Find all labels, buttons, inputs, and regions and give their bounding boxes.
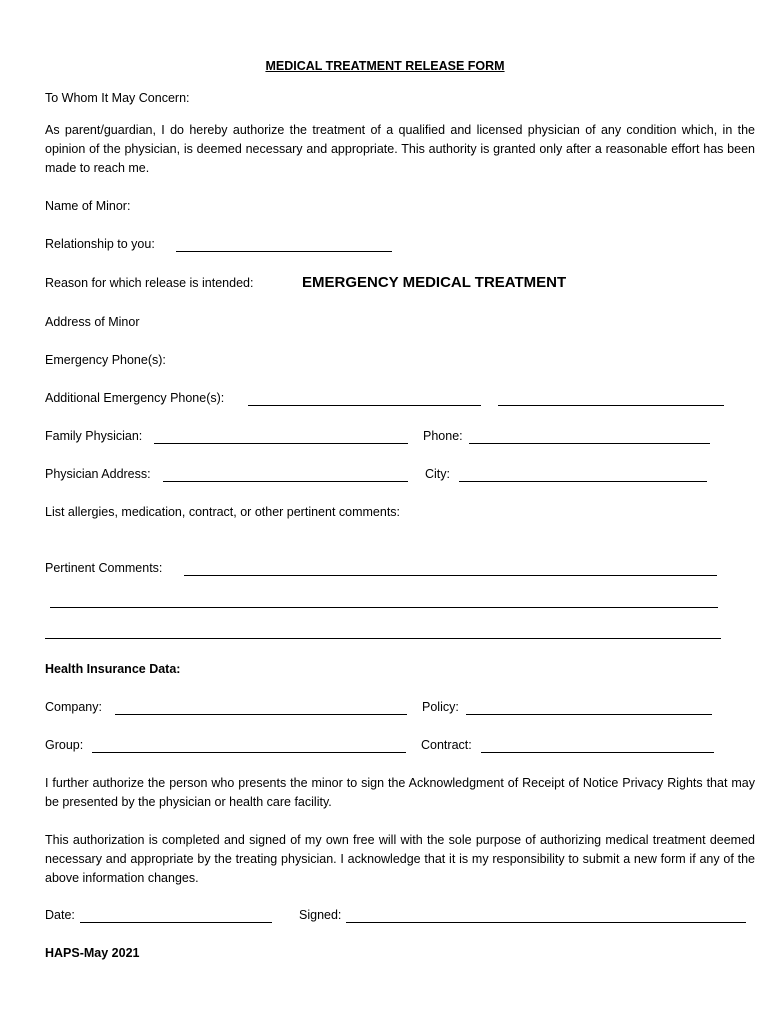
page-title: MEDICAL TREATMENT RELEASE FORM [265, 59, 505, 73]
city-field[interactable] [459, 481, 707, 482]
authorization-paragraph: As parent/guardian, I do hereby authorize the treatment of a qualified and licensed physician of any condition which, in the opinion of the physician, is deemed necessary and appropriate. This authority is granted only after a reasonable effort has been made to reach me. [45, 123, 755, 175]
emergency-phones-label: Emergency Phone(s): [45, 353, 166, 367]
relationship-label: Relationship to you: [45, 237, 155, 251]
family-physician-field[interactable] [154, 443, 408, 444]
contract-field[interactable] [481, 752, 714, 753]
pertinent-comments-label: Pertinent Comments: [45, 561, 163, 575]
relationship-field[interactable] [176, 251, 392, 252]
salutation: To Whom It May Concern: [45, 91, 190, 105]
footer-code: HAPS-May 2021 [45, 946, 140, 960]
signed-label: Signed: [299, 908, 342, 922]
group-field[interactable] [92, 752, 406, 753]
reason-label: Reason for which release is intended: [45, 276, 254, 290]
group-label: Group: [45, 738, 84, 752]
date-field[interactable] [80, 922, 272, 923]
company-label: Company: [45, 700, 102, 714]
contract-label: Contract: [421, 738, 472, 752]
family-physician-label: Family Physician: [45, 429, 143, 443]
physician-address-field[interactable] [163, 481, 408, 482]
additional-phone-field-1[interactable] [248, 405, 481, 406]
additional-phones-label: Additional Emergency Phone(s): [45, 391, 225, 405]
policy-label: Policy: [422, 700, 459, 714]
allergies-instruction: List allergies, medication, contract, or other pertinent comments: [45, 505, 401, 519]
signature-field[interactable] [346, 922, 746, 923]
comments-line-2[interactable] [50, 607, 718, 608]
city-label: City: [425, 467, 450, 481]
company-field[interactable] [115, 714, 407, 715]
date-label: Date: [45, 908, 75, 922]
further-authorization-paragraph: I further authorize the person who presents the minor to sign the Acknowledgment of Receipt of Notice Privacy Rights that may be presented by the physician or health care facility. [45, 776, 755, 809]
reason-value: EMERGENCY MEDICAL TREATMENT [302, 274, 567, 291]
comments-line-1[interactable] [184, 575, 717, 576]
phone-field[interactable] [469, 443, 710, 444]
physician-address-label: Physician Address: [45, 467, 151, 481]
name-of-minor-label: Name of Minor: [45, 199, 131, 213]
policy-field[interactable] [466, 714, 712, 715]
phone-label: Phone: [423, 429, 463, 443]
comments-line-3[interactable] [45, 638, 721, 639]
insurance-heading: Health Insurance Data: [45, 662, 181, 676]
additional-phone-field-2[interactable] [498, 405, 724, 406]
address-label: Address of Minor [45, 315, 140, 329]
completion-statement-paragraph: This authorization is completed and signed of my own free will with the sole purpose of authorizing medical treatment deemed necessary and appropriate by the treating physician. I acknowledge that it is my responsibility to submit a new form if any of the above information changes. [45, 833, 755, 885]
